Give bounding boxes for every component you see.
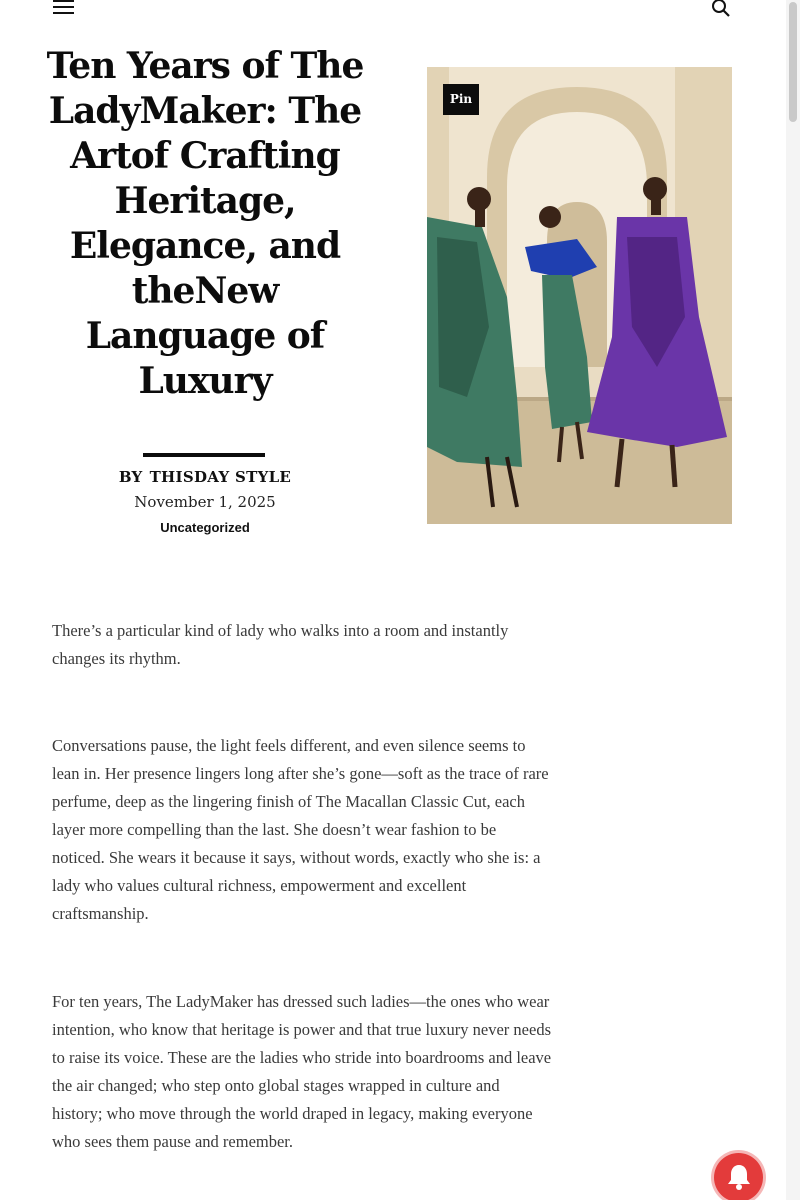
- pin-button[interactable]: Pin: [443, 84, 479, 115]
- notification-bell-button[interactable]: [714, 1153, 763, 1200]
- article-paragraph: For ten years, The LadyMaker has dressed such ladies—the ones who wear intention, who know that heritage is power and that true luxury never needs to raise its voice. These are the ladies who stride into boardrooms and leave the air changed; who step onto global stages wrapped in culture and history; who move through the world draped in legacy, making everyone who sees them pause and remember.: [52, 992, 552, 1151]
- page-scrollbar[interactable]: [786, 0, 800, 1200]
- article-title: Ten Years of The LadyMaker: The Artof Crafting Heritage, Elegance, and theNew Language of Luxury: [46, 45, 364, 402]
- article-paragraph: Conversations pause, the light feels different, and even silence seems to lean in. Her presence lingers long after she’s gone—soft as the trace of rare perfume, deep as the lingering finish of The Macallan Classic Cut, each layer more compelling than the last. She doesn’t wear fashion to be noticed. She wears it because it says, without words, exactly who she is: a lady who values cultural richness, empowerment and excellent craftsmanship.: [52, 736, 549, 923]
- byline: [40, 467, 370, 487]
- byline-prefix: BY: [118, 468, 143, 486]
- publish-date: November 1, 2025: [134, 493, 276, 511]
- article-paragraph: There’s a particular kind of lady who walks into a room and instantly changes its rhythm.: [52, 621, 509, 668]
- hamburger-menu-icon[interactable]: [53, 0, 74, 16]
- hero-image: [427, 67, 732, 524]
- search-icon[interactable]: [711, 0, 731, 18]
- scrollbar-thumb[interactable]: [789, 2, 797, 122]
- author-link[interactable]: THISDAY STYLE: [149, 468, 292, 486]
- title-divider: [143, 453, 265, 457]
- top-bar: [0, 0, 786, 22]
- category-link[interactable]: Uncategorized: [160, 520, 250, 535]
- bell-icon: [726, 1163, 752, 1191]
